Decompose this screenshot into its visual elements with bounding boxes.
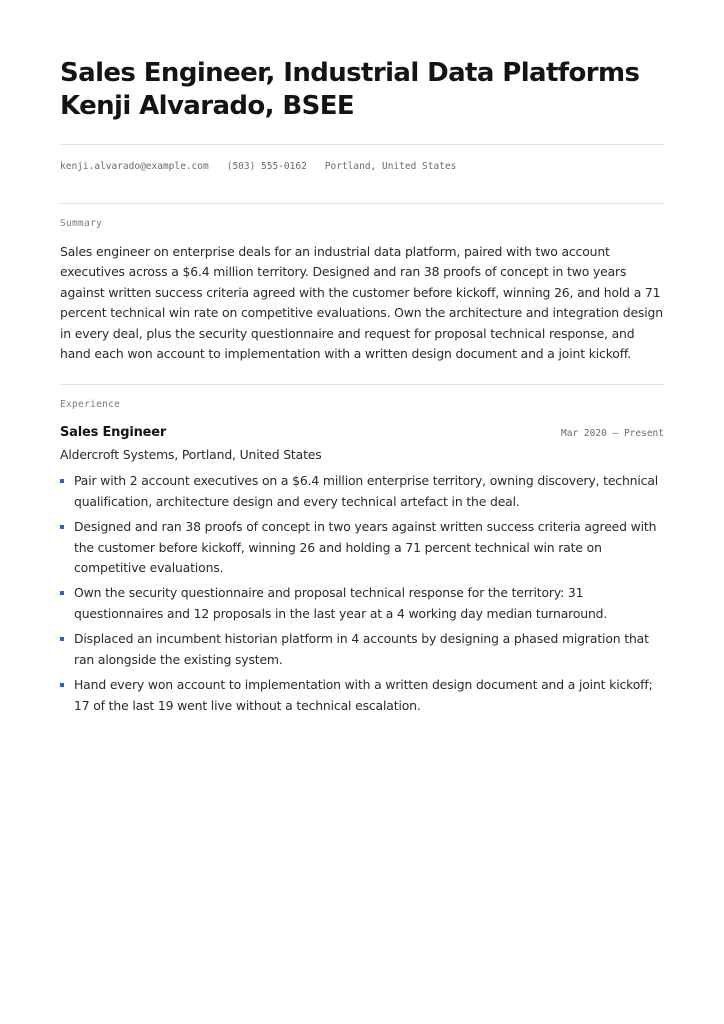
bullet-text: Own the security questionnaire and proposal technical response for the territory: 31 questionnaires and 12 proposals in the last year at a 4 working day median turnaround. <box>74 585 608 621</box>
job-title: Sales Engineer <box>60 425 167 441</box>
bullet-marker-icon <box>60 591 64 595</box>
header-divider <box>60 144 664 145</box>
bullet-marker-icon <box>60 683 64 687</box>
summary-label: Summary <box>60 218 103 229</box>
job-bullets <box>60 471 664 715</box>
bullet-item <box>60 583 664 624</box>
title-line-role: Sales Engineer, Industrial Data Platforms <box>60 58 640 88</box>
bullet-item <box>60 629 664 670</box>
bullet-item <box>60 675 664 716</box>
summary-section <box>60 218 664 364</box>
experience-label: Experience <box>60 399 121 411</box>
bullet-marker-icon <box>60 637 64 641</box>
contact-bar <box>60 160 664 174</box>
resume-page <box>60 0 664 721</box>
bullet-text: Designed and ran 38 proofs of concept in two years against written success criteria agreed with the customer before kickoff, winning 26 and holding a 71 percent technical win rate on competitive evaluations. <box>74 519 657 576</box>
title-line-name: Kenji Alvarado, BSEE <box>60 91 355 121</box>
contact-email[interactable]: kenji.alvarado@example.com <box>60 161 209 172</box>
bullet-item <box>60 471 664 512</box>
contact-location: Portland, United States <box>324 161 457 172</box>
bullet-text: Displaced an incumbent historian platform in 4 accounts by designing a phased migration that ran alongside the existing system. <box>74 631 649 667</box>
experience-section <box>60 399 664 715</box>
summary-divider <box>60 384 664 385</box>
page-title <box>60 0 664 123</box>
bullet-text: Pair with 2 account executives on a $6.4 million enterprise territory, owning discovery, technical qualification, architecture design and every technical artefact in the deal. <box>74 473 659 509</box>
bullet-marker-icon <box>60 479 64 483</box>
job-company: Aldercroft Systems, Portland, United States <box>60 447 322 463</box>
bullet-text: Hand every won account to implementation with a written design document and a joint kickoff; 17 of the last 19 went live without a technical escalation. <box>74 677 653 713</box>
job-dates: Mar 2020 — Present <box>561 428 664 440</box>
contact-phone[interactable]: (503) 555-0162 <box>226 161 307 172</box>
job-entry <box>60 425 664 715</box>
bullet-marker-icon <box>60 525 64 529</box>
job-header <box>60 425 664 443</box>
bullet-item <box>60 517 664 578</box>
summary-text: Sales engineer on enterprise deals for an industrial data platform, paired with two account executives across a $6.4 million territory. Designed and ran 38 proofs of concept in two years against written success criteria agreed with the customer before kickoff, winning 26, and hold a 71 percent technical win rate on competitive evaluations. Own the architecture and integration design in every deal, plus the security questionnaire and request for proposal technical response, and hand each won account to implementation with a written design document and a joint kickoff. <box>60 244 663 362</box>
contact-divider <box>60 203 664 204</box>
